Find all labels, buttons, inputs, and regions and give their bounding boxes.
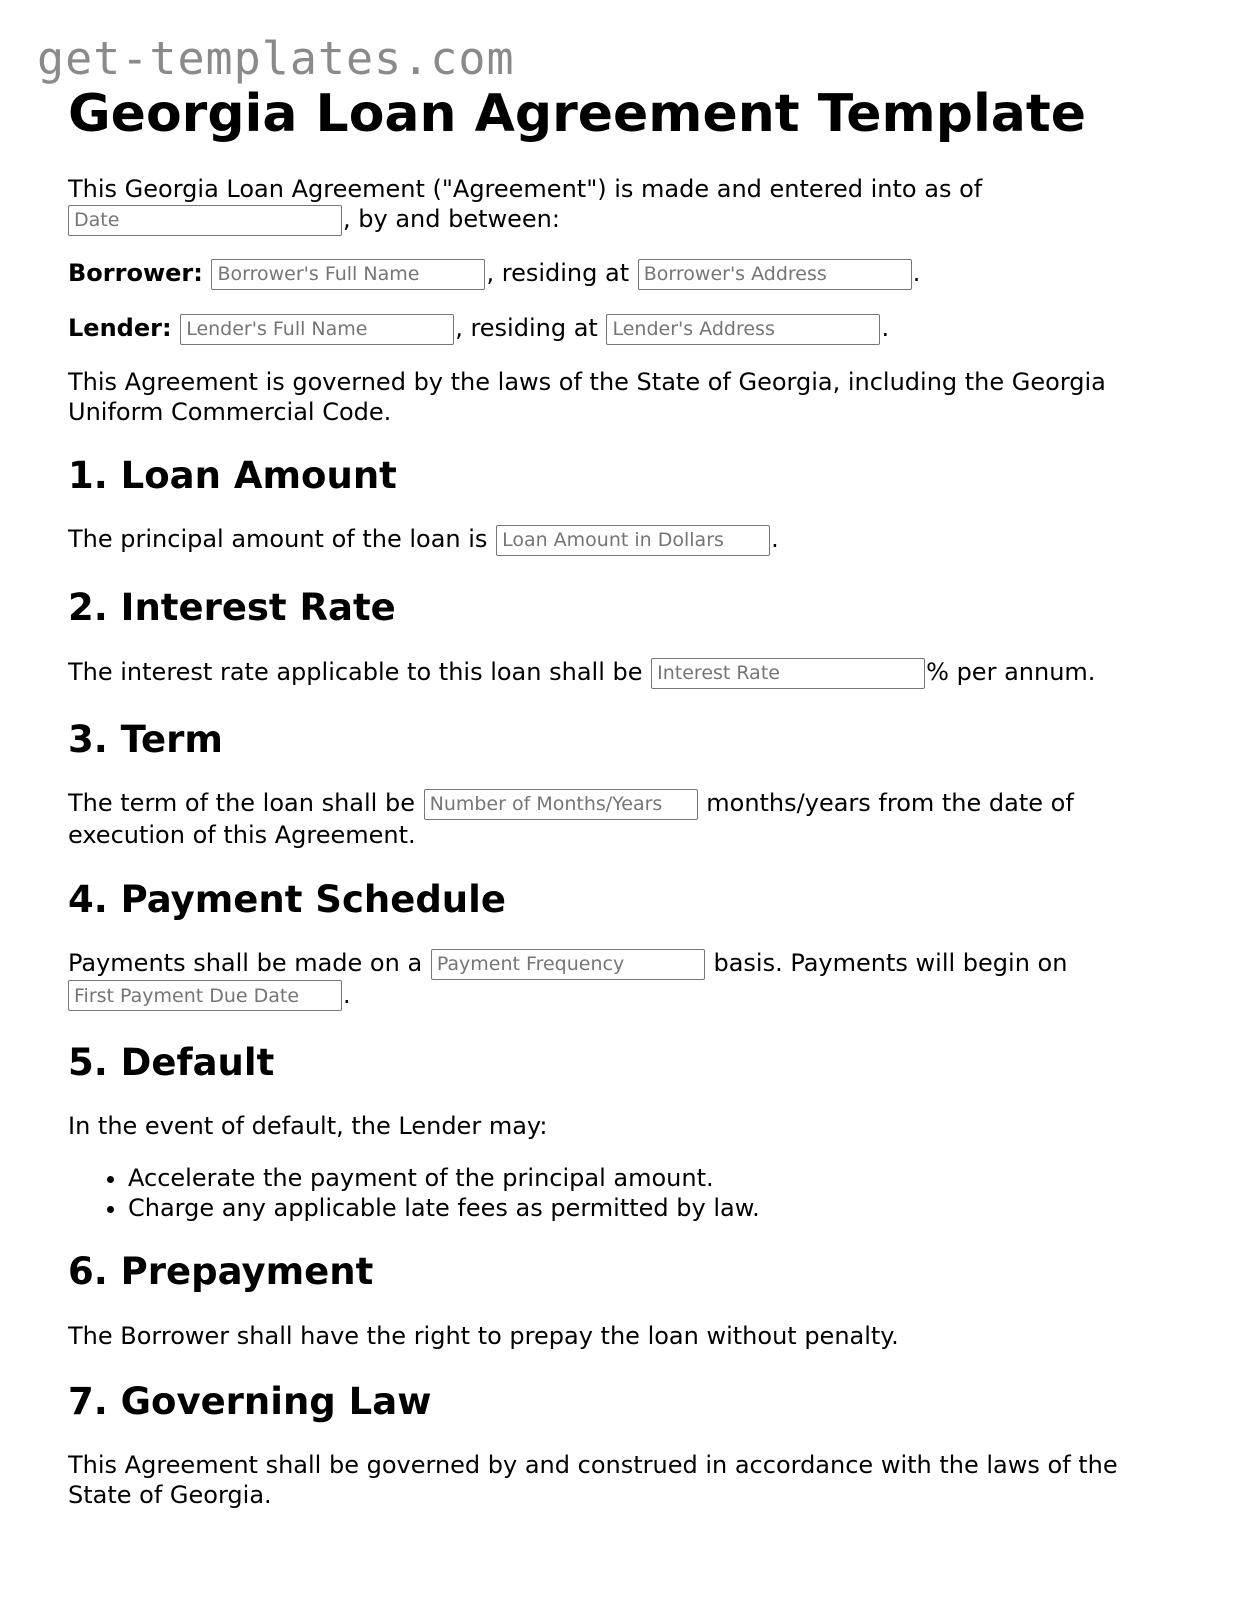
lender-line [68,313,889,345]
section-heading-term: 3. Term [68,718,223,761]
lender-residing-text: , residing at [455,314,598,342]
interest-rate-end: % per annum. [926,658,1096,686]
site-watermark: get-templates.com [37,32,515,85]
governing-law-paragraph [68,1450,1118,1510]
borrower-label: Borrower: [68,259,203,287]
term-input[interactable] [424,789,698,820]
lender-name-input[interactable] [180,314,454,345]
intro-paragraph [68,174,982,236]
governing-law-line2: State of Georgia. [68,1481,272,1509]
loan-amount-paragraph [68,524,779,556]
list-item: • Charge any applicable late fees as permitted by law. [128,1193,760,1223]
default-text: In the event of default, the Lender may: [68,1112,548,1140]
loan-amount-text: The principal amount of the loan is [68,525,488,553]
governing-intro-paragraph [68,367,1106,427]
lender-label: Lender: [68,314,172,342]
term-paragraph [68,788,1074,850]
first-payment-date-input[interactable] [68,980,342,1011]
lender-address-input[interactable] [606,314,880,345]
borrower-line-end: . [912,259,921,287]
term-line2: execution of this Agreement. [68,820,416,849]
governing-law-line1: This Agreement shall be governed by and construed in accordance with the laws of the [68,1451,1118,1479]
prepayment-text: The Borrower shall have the right to prepay the loan without penalty. [68,1322,899,1350]
payment-schedule-after: basis. Payments will begin on [713,949,1068,977]
section-heading-governing-law: 7. Governing Law [68,1380,432,1423]
term-after-text: months/years from the date of [706,789,1074,817]
governing-intro-line2: Uniform Commercial Code. [68,398,392,426]
governing-intro-line1: This Agreement is governed by the laws of the State of Georgia, including the Georgia [68,368,1106,396]
page-title: Georgia Loan Agreement Template [68,84,1086,144]
section-heading-payment-schedule: 4. Payment Schedule [68,878,506,921]
payment-schedule-text: Payments shall be made on a [68,949,423,977]
borrower-name-input[interactable] [211,259,485,290]
borrower-address-input[interactable] [638,259,912,290]
term-text: The term of the loan shall be [68,789,415,817]
interest-rate-input[interactable] [651,658,925,689]
default-remedies-list [68,1163,760,1223]
interest-rate-text: The interest rate applicable to this loan shall be [68,658,643,686]
borrower-line [68,258,920,290]
section-heading-loan-amount: 1. Loan Amount [68,454,397,497]
payment-frequency-input[interactable] [431,949,705,980]
agreement-date-input[interactable] [68,205,342,236]
loan-amount-input[interactable] [496,525,770,556]
section-heading-prepayment: 6. Prepayment [68,1250,374,1293]
loan-amount-end: . [771,525,779,553]
payment-schedule-end: . [343,980,351,1009]
intro-text-after: , by and between: [343,205,560,233]
intro-text: This Georgia Loan Agreement ("Agreement") is made and entered into as of [68,175,983,203]
interest-rate-paragraph [68,657,1095,689]
section-heading-interest-rate: 2. Interest Rate [68,586,396,629]
lender-line-end: . [881,314,890,342]
section-heading-default: 5. Default [68,1041,275,1084]
list-item: • Accelerate the payment of the principal amount. [128,1163,760,1193]
payment-schedule-paragraph [68,948,1067,1011]
borrower-residing-text: , residing at [486,259,630,287]
